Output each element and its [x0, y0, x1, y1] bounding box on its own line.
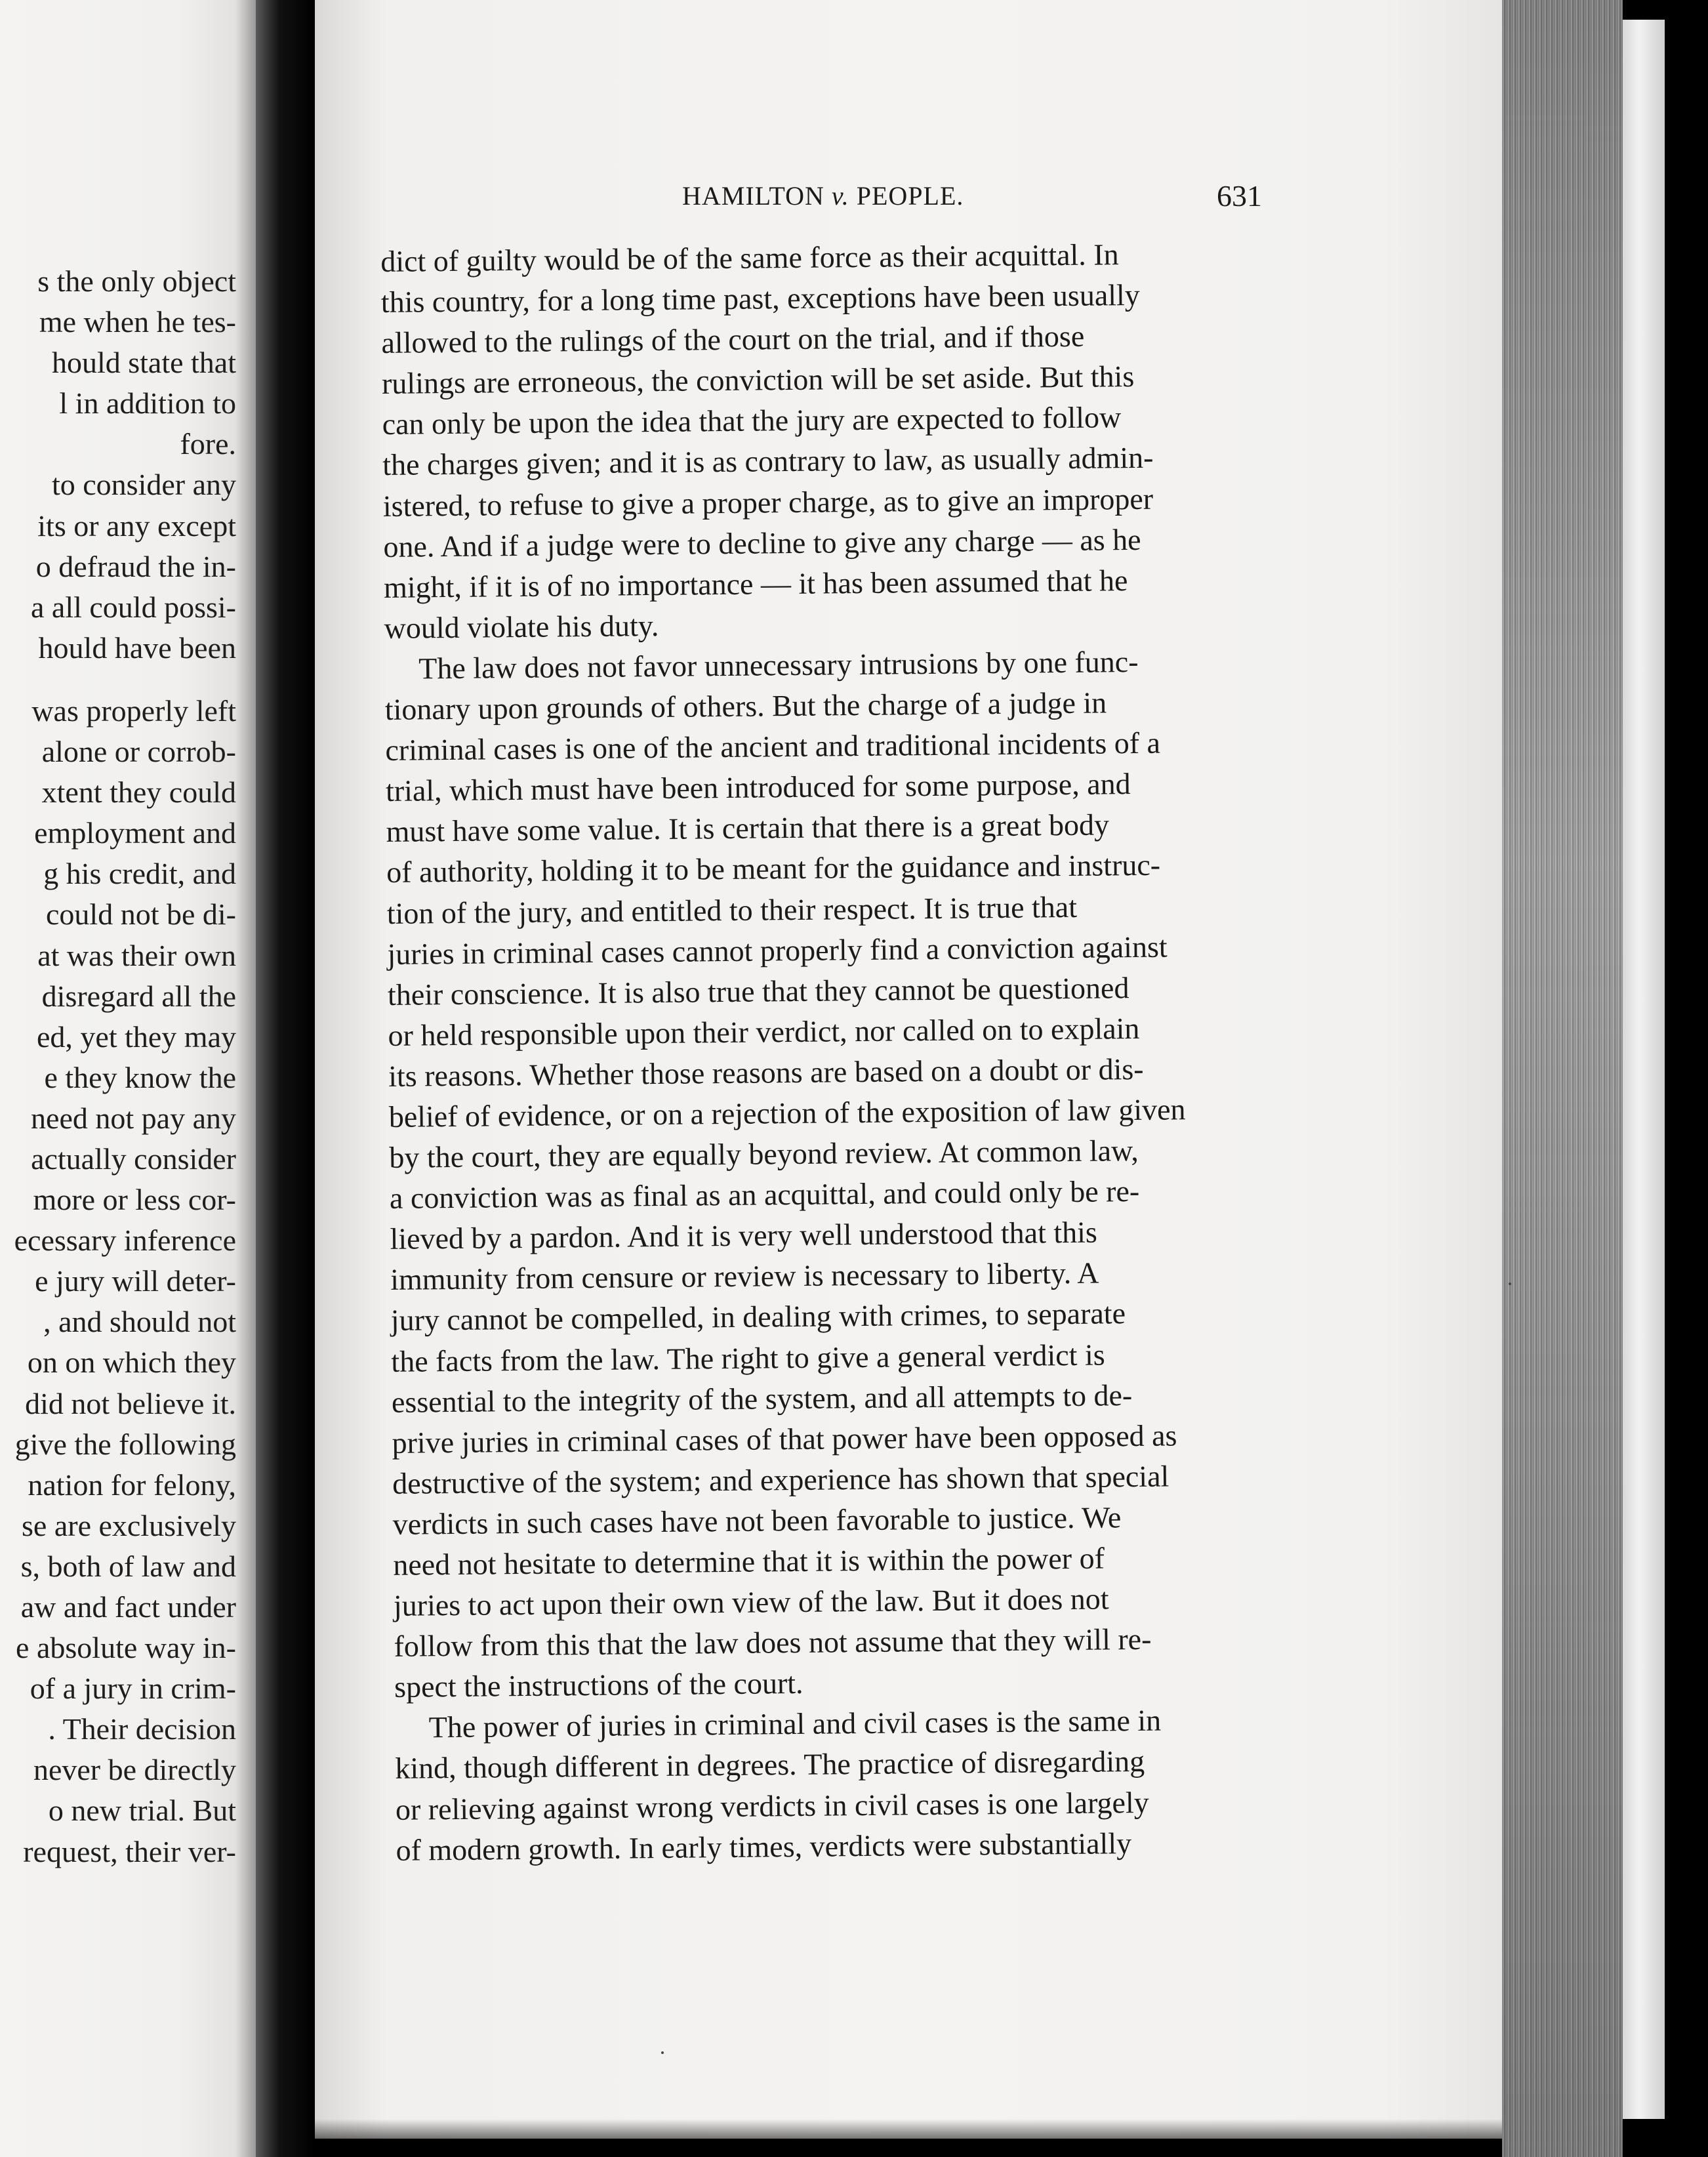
left-page-line: e jury will deter- — [35, 1264, 236, 1298]
left-page-line: l in addition to — [59, 386, 236, 421]
left-page-line: hould state that — [51, 346, 236, 380]
text-line: of authority, holding it to be meant for the guidance and instruc- — [386, 848, 1161, 890]
left-page-line: , and should not — [43, 1305, 236, 1339]
text-line: rulings are erroneous, the conviction will be set aside. But this — [381, 360, 1135, 401]
left-page-line: . Their decision — [48, 1712, 236, 1746]
left-page-line: s the only object — [37, 264, 236, 298]
left-page-line: could not be di- — [46, 897, 236, 932]
scan-speck — [1509, 1283, 1511, 1285]
left-page-line: ed, yet they may — [36, 1019, 236, 1054]
left-page-line: me when he tes- — [39, 305, 236, 339]
paragraph — [380, 233, 1290, 649]
left-page-line: give the following — [14, 1427, 236, 1461]
text-line: The power of juries in criminal and civil cases is the same in — [428, 1704, 1162, 1744]
left-page-line: of a jury in crim- — [30, 1672, 236, 1706]
left-page-paragraph-break — [0, 668, 236, 691]
text-line: their conscience. It is also true that they cannot be questioned — [387, 970, 1129, 1012]
left-page-line: ecessary inference — [14, 1223, 236, 1258]
text-line: istered, to refuse to give a proper charge, as to give an improper — [382, 482, 1154, 523]
text-line: might, if it is of no importance — it has been assumed that he — [383, 563, 1128, 604]
text-line: kind, though different in degrees. The practice of disregarding — [395, 1744, 1145, 1786]
text-line: must have some value. It is certain that there is a great body — [386, 808, 1110, 849]
text-line: by the court, they are equally beyond review. At common law, — [389, 1134, 1139, 1174]
left-page-line: employment and — [34, 816, 236, 850]
left-page-line: alone or corrob- — [41, 735, 236, 769]
text-line: would violate his duty. — [384, 608, 659, 645]
left-page-line: never be directly — [33, 1753, 236, 1787]
left-page-line: disregard all the — [41, 979, 236, 1013]
running-head-versus: v. — [831, 181, 849, 211]
left-page-line: xtent they could — [41, 775, 236, 810]
text-line: belief of evidence, or on a rejection of the exposition of law given — [388, 1092, 1186, 1134]
left-page-line: at was their own — [37, 938, 236, 972]
left-page-line: need not pay any — [31, 1101, 236, 1135]
text-line: verdicts in such cases have not been favorable to justice. We — [392, 1500, 1122, 1541]
text-line: jury cannot be compelled, in dealing with crimes, to separate — [390, 1296, 1126, 1338]
text-line: The law does not favor unnecessary intrusions by one func- — [418, 644, 1139, 686]
left-page-line: e absolute way in- — [16, 1631, 236, 1665]
text-line: lieved by a pardon. And it is very well understood that this — [390, 1215, 1098, 1256]
left-page-line: o new trial. But — [48, 1794, 236, 1828]
text-line: the facts from the law. The right to give a general verdict is — [391, 1338, 1105, 1378]
left-page-line: g his credit, and — [43, 857, 236, 891]
left-page-line: se are exclusively — [22, 1508, 236, 1542]
scan-speck — [661, 2051, 664, 2054]
left-page-line: request, their ver- — [23, 1834, 236, 1868]
text-line: juries in criminal cases cannot properly find a conviction against — [387, 930, 1168, 971]
left-page-line: was properly left — [31, 693, 236, 728]
paragraph — [394, 1699, 1301, 1871]
left-page-line: hould have been — [38, 630, 236, 665]
bottom-shadow — [315, 2119, 1502, 2157]
text-line: follow from this that the law does not assume that they will re- — [394, 1622, 1152, 1664]
text-line: immunity from censure or review is necessary to liberty. A — [390, 1256, 1099, 1297]
text-line: a conviction was as final as an acquittal, and could only be re- — [389, 1174, 1140, 1216]
text-line: its reasons. Whether those reasons are based on a doubt or dis- — [388, 1052, 1144, 1093]
left-page-line: nation for felony, — [28, 1468, 236, 1502]
left-page-line: actually consider — [31, 1141, 236, 1176]
text-line: need not hesitate to determine that it is within the power of — [393, 1541, 1105, 1582]
text-line: of modern growth. In early times, verdicts were substantially — [396, 1826, 1132, 1867]
left-page-line: o defraud the in- — [35, 549, 236, 583]
text-line: one. And if a judge were to decline to give any charge — as he — [383, 522, 1141, 564]
left-page-line: on on which they — [27, 1346, 236, 1380]
text-line: spect the instructions of the court. — [394, 1666, 803, 1704]
main-body-text — [380, 233, 1301, 1871]
text-line: essential to the integrity of the system, and all attempts to de- — [391, 1378, 1133, 1419]
left-page-text — [0, 261, 236, 1872]
text-line: tionary upon grounds of others. But the charge of a judge in — [384, 686, 1107, 726]
text-line: allowed to the rulings of the court on the trial, and if those — [381, 319, 1085, 360]
left-page-line: more or less cor- — [33, 1183, 236, 1217]
text-line: can only be upon the idea that the jury are expected to follow — [382, 400, 1122, 442]
page-edge-shadow — [1502, 0, 1623, 2157]
left-page-line: to consider any — [51, 468, 236, 502]
left-page-line: aw and fact under — [20, 1590, 236, 1624]
running-head — [682, 180, 964, 211]
left-page-line: a all could possi- — [31, 590, 236, 624]
left-page-line: s, both of law and — [20, 1549, 236, 1583]
page-number: 631 — [1217, 179, 1262, 213]
left-page-line: e they know the — [44, 1060, 236, 1094]
left-page-line: its or any except — [37, 508, 236, 543]
text-line: criminal cases is one of the ancient and traditional incidents of a — [385, 726, 1161, 768]
left-page-line: did not believe it. — [25, 1386, 236, 1420]
left-page-line: fore. — [180, 427, 236, 461]
text-line: dict of guilty would be of the same force as their acquittal. In — [380, 237, 1119, 278]
text-line: destructive of the system; and experience has shown that special — [392, 1459, 1169, 1500]
running-head-left: HAMILTON — [682, 181, 824, 211]
book-gutter — [256, 0, 315, 2157]
text-line: or held responsible upon their verdict, nor called on to explain — [388, 1011, 1140, 1052]
text-line: prive juries in criminal cases of that power have been opposed as — [392, 1418, 1177, 1460]
text-line: tion of the jury, and entitled to their respect. It is true that — [386, 890, 1078, 930]
left-facing-page — [0, 0, 256, 2157]
text-line: trial, which must have been introduced for some purpose, and — [385, 767, 1131, 808]
text-line: this country, for a long time past, exceptions have been usually — [380, 277, 1141, 319]
text-line: the charges given; and it is as contrary to law, as usually admin- — [382, 441, 1154, 482]
running-head-right: PEOPLE. — [856, 181, 964, 211]
book-cover-edge — [1623, 20, 1665, 2119]
paragraph — [384, 640, 1299, 1708]
text-line: or relieving against wrong verdicts in civil cases is one largely — [395, 1785, 1149, 1826]
text-line: juries to act upon their own view of the law. But it does not — [393, 1582, 1109, 1622]
